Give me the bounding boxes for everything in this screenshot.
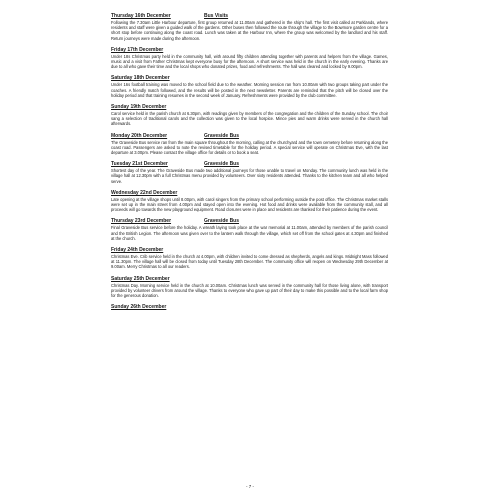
- entry-tag: Graveside Bus: [204, 161, 240, 168]
- entry-text: Christmas Day. Morning service held in the church at 10.00am. Christmas lunch was served in the community hall for those living alone, with transport provided by volunteer drivers from around the village. Thanks to everyone who gave up part of their day to make this possible and to the local farm shop for the generous donation.: [111, 282, 388, 299]
- entry-heading: [111, 75, 388, 81]
- diary-entry: [111, 133, 388, 156]
- diary-entry: [111, 304, 388, 310]
- diary-entries: [111, 13, 388, 310]
- diary-entry: [111, 47, 388, 70]
- diary-entry: [111, 75, 388, 98]
- entry-heading: [111, 161, 388, 167]
- entry-tag: Graveside Bus: [204, 218, 240, 225]
- entry-tag: Bus Visits: [204, 13, 229, 19]
- entry-date: Thursday 23rd December: [111, 218, 172, 225]
- diary-entry: [111, 13, 388, 41]
- diary-entry: [111, 247, 388, 270]
- entry-text: The Graveside Bus service ran from the main square throughout the morning, calling at the churchyard and the town cemetery before returning along the coast road. Passengers are asked to note the revised timetable for the holiday period. A special service will operate on Christmas Eve, with the last departure at 3.00pm. Please contact the village office for details or to book a seat.: [111, 139, 388, 156]
- entry-date: Saturday 18th December: [111, 75, 170, 82]
- entry-text: Following the 7.30am Little Harbour departure, first group returned at 11.00am and gathered in the ship's hall. The first visit called at Parklands, where residents and staff were given a guided walk of the gardens. Other buses then followed the route through the village to the Bowmore garden centre for a short stop before continuing along the coast road. Lunch was taken at the Harbour Inn, where the group was welcomed by the landlord and his staff. Return journeys were made during the afternoon.: [111, 20, 388, 41]
- entry-date: Tuesday 21st December: [111, 161, 168, 168]
- diary-entry: [111, 104, 388, 127]
- entry-heading: [111, 13, 388, 19]
- entry-heading: [111, 218, 388, 224]
- entry-heading: [111, 276, 388, 282]
- entry-text: Under 16s football training was moved to the school field due to the weather. Morning session ran from 10.00am with two groups taking part under the coaches. A friendly match followed, and the results will be posted in the next newsletter. Parents are reminded that the pitch will be closed over the holiday period and that training resumes in the second week of January. Refreshments were provided by the club committee.: [111, 82, 388, 98]
- entry-heading: [111, 247, 388, 253]
- entry-text: Carol service held in the parish church at 6.30pm, with readings given by members of the congregation and the children of the Sunday school. The choir sang a selection of traditional carols and the collection was given to the local hospice. Mince pies and warm drinks were served in the church hall afterwards.: [111, 111, 388, 127]
- entry-heading: [111, 133, 388, 139]
- entry-date: Sunday 19th December: [111, 104, 167, 111]
- entry-date: Saturday 25th December: [111, 275, 170, 282]
- entry-text: Shortest day of the year. The Graveside Bus made two additional journeys for those unable to travel on Monday. The community lunch was held in the village hall at 12.30pm with a full Christmas menu provided by volunteers. Over sixty residents attended. Thanks to the kitchen team and all who helped serve.: [111, 168, 388, 184]
- entry-text: Late opening at the village shops until 8.00pm, with carol singers from the primary school performing outside the post office. The Christmas market stalls were set up in the main street from 4.00pm and stayed open into the evening. Hot food and drinks were available from the community stall, and all proceeds will go towards the new playground equipment. Road closures were in place and residents are thanked for their patience during the event.: [111, 196, 388, 213]
- diary-entry: [111, 218, 388, 241]
- entry-date: Thursday 16th December: [111, 13, 171, 19]
- page-number: - 7 -: [245, 484, 254, 489]
- entry-date: Friday 24th December: [111, 247, 164, 254]
- diary-entry: [111, 276, 388, 299]
- entry-text: Final Graveside Bus service before the holiday. A wreath laying took place at the war memorial at 11.00am, attended by members of the parish council and the British Legion. The afternoon was given over to the lantern walk through the village, which set off from the school gates at 4.30pm and finished at the church.: [111, 225, 388, 241]
- entry-heading: [111, 190, 388, 196]
- entry-heading: [111, 47, 388, 53]
- entry-heading: [111, 304, 388, 310]
- entry-heading: [111, 104, 388, 110]
- entry-text: Christmas Eve. Crib service held in the church at 4.00pm, with children invited to come dressed as shepherds, angels and kings. Midnight Mass followed at 11.30pm. The village hall will be closed from today until Tuesday 28th December. The community office will reopen on Wednesday 29th December at 9.00am. Merry Christmas to all our readers.: [111, 254, 388, 270]
- diary-entry: [111, 190, 388, 213]
- entry-tag: Graveside Bus: [204, 132, 240, 139]
- entry-date: Friday 17th December: [111, 46, 164, 53]
- entry-date: Wednesday 22nd December: [111, 189, 178, 196]
- diary-entry: [111, 161, 388, 184]
- entry-text: Under 18s Christmas party held in the community hall, with around fifty children attending together with parents and helpers from the village. Games, music and a visit from Father Christmas kept everyone busy for the afternoon. A short service was held in the church in the early evening. Thanks are due to all who gave their time and the local shops who donated prizes, food and refreshments. The hall was cleared and locked by 9.00pm.: [111, 53, 388, 70]
- entry-date: Sunday 26th December: [111, 304, 167, 311]
- entry-date: Monday 20th December: [111, 132, 168, 139]
